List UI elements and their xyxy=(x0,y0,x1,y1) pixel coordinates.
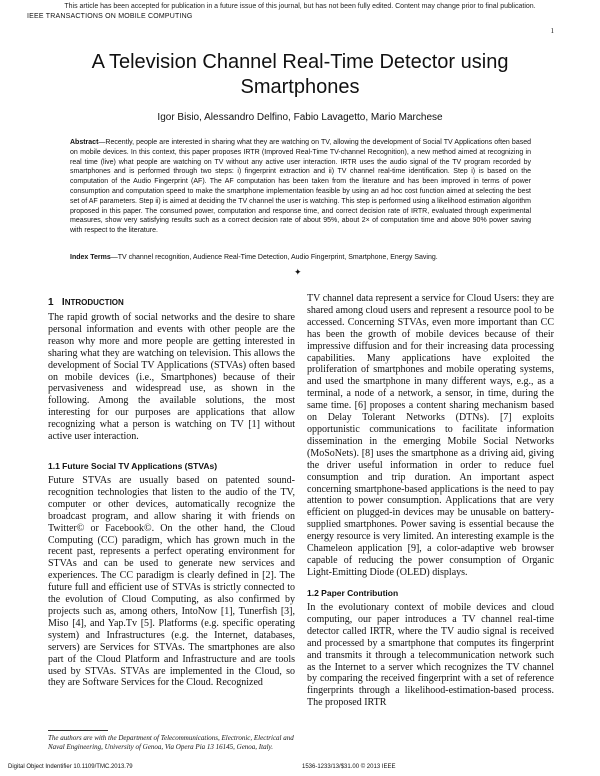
intro-text: The rapid growth of social networks and the desire to share personal information and events with other people are the reason why more and more people are getting interested in sharing what they are watching on television. This allows the development of Social TV Applications (STVAs) often based on mobile devices (i.e., Smartphones) because of their pervasiveness and widespread use, as shown in the following. Among the available solutions, the most interesting for our purposes are applications that allow recognizing what a person is watching on TV [1] without active user interaction. xyxy=(48,312,295,443)
index-terms-label: Index Terms xyxy=(70,254,111,261)
subsection-1-1-heading: 1.1 Future Social TV Applications (STVAs) xyxy=(48,461,218,471)
abstract xyxy=(70,138,531,236)
copyright-footer: 1536-1233/13/$31.00 © 2013 IEEE xyxy=(302,764,396,770)
section-1-rest: NTRODUCTION xyxy=(64,298,124,307)
stva-text: Future STVAs are usually based on patented sound-recognition technologies that listen to the audio of the TV, computer or other devices, automatically recognize the broadcast program, and allow sharing it with friends on Twitter© or Facebook©. On the other hand, the Cloud Computing (CC) paradigm, which has grown much in the recent past, represents a perfect operating environment for STVAs and can be used to generate new services and experiences. The CC paradigm is clearly defined in [2]. The future full and efficient use of STVAs is strictly connected to the evolution of Cloud Computing, as also confirmed by projects such as, among others, IntoNow [1], Tunerfish [3], Miso [4], and Yap.Tv [5]. Platforms (e.g. specific operating system) and Infrastructures (e.g. the Internet, databases, servers) are Services for STVAs. The smartphones are also part of the Cloud Platform and Infrastructure and are tools used by STVAs. STVAs are implemented in the Cloud, so they are Software Services for the Cloud. Recognized xyxy=(48,475,295,689)
contribution-text: In the evolutionary context of mobile devices and cloud computing, our paper introduces a TV channel real-time detector called IRTR, where the TV audio signal is received and processed by a smartphone that computes its fingerprint and transmits it through a telecommunication network such as the Internet to a server which recognizes the TV channel by comparing the received fingerprint with a set of reference fingerprints through a likelihood-estimation-based process. The proposed IRTR xyxy=(307,602,554,709)
footnote-rule xyxy=(48,730,108,731)
page-number: 1 xyxy=(550,27,554,35)
doi-footer: Digital Object Indentifier 10.1109/TMC.2013.79 xyxy=(8,764,133,770)
affiliation-footnote: The authors are with the Department of Telecommunications, Electronic, Electrical and Naval Engineering, University of Genoa, Via Opera Pia 13 16145, Genoa, Italy. xyxy=(48,734,294,751)
section-1-heading xyxy=(48,297,124,308)
index-terms xyxy=(70,254,531,261)
separator-diamond-icon: ✦ xyxy=(294,268,302,278)
prepublication-notice: This article has been accepted for publication in a future issue of this journal, but has not been fully edited. Content may change prior to final publication. xyxy=(64,3,536,10)
title-line-2: Smartphones xyxy=(240,76,360,98)
section-1-number: 1 xyxy=(48,297,54,308)
intro-paragraph xyxy=(48,312,295,443)
right-column-paragraph xyxy=(307,293,554,579)
section-1-initial: I xyxy=(61,297,65,308)
paper-title xyxy=(40,50,560,100)
title-line-1: A Television Channel Real-Time Detector using xyxy=(91,51,509,73)
author-list: Igor Bisio, Alessandro Delfino, Fabio Lavagetto, Mario Marchese xyxy=(157,112,443,123)
stva-paragraph xyxy=(48,475,295,689)
abstract-text: —Recently, people are interested in sharing what they are watching on TV, allowing the development of Social TV Applications often based on mobile devices. In this context, this paper proposes IRTR (Improved Real-Time TV-channel Recognition), a new method aimed at recognizing in real time (live) what people are watching on TV without any active user interaction. IRTR uses the audio signal of the TV program recorded by smartphones and is performed through two steps: i) fingerprint extraction and ii) TV channel real-time identification. Step i) is based on the computation of the Audio Fingerprint (AF). The AF computation has been taken from the literature and has been improved in terms of power consumption and computation speed to make the smartphone implementation feasible by using an ad hoc cost function aimed at selecting the best set of AF parameters. Step ii) is aimed at deciding the TV channel the user is watching. This step is performed using a likelihood estimation algorithm proposed in this paper. The consumed power, computation and response time, and correct decision rate of IRTR, evaluated through experimental measures, show very satisfying results such as a correct decision rate of about 95%, about 2× of computation time and above 90% power saving with respect to the literature. xyxy=(70,139,531,235)
abstract-label: Abstract xyxy=(70,139,99,146)
right-column-text: TV channel data represent a service for Cloud Users: they are shared among cloud users and represent a resource pool to be accessed. Concerning STVAs, even more important than CC has been the growth of mobile devices because of their impressive diffusion and for their increasing data processing capabilities. Many applications have exploited the proliferation of smartphones and mobile operating systems, and used the smartphone in many different ways, e.g., as a terminal, a node of a network, a sensor, in time, during the same time. [6] proposes a content sharing mechanism based on Delay Tolerant Networks (DTNs). [7] exploits opportunistic communications to facilitate information dissemination in the emerging Mobile Social Networks (MoSoNets). [8] uses the smartphone as a driving aid, giving the driver useful information in order to reduce fuel consumption and trip duration. An important aspect concerning smartphone-based applications is the need to pay attention to power consumption. Applications that are very efficient on plugged-in devices may be unusable on battery-supplied smartphones. Power saving is essential because the energy resource is very limited. An interesting example is the Chameleon application [9], a color-adaptive web browser capable of reducing the power consumption of Organic Light-Emitting Diode (OLED) displays. xyxy=(307,293,554,578)
subsection-1-2-heading: 1.2 Paper Contribution xyxy=(307,588,399,598)
contribution-paragraph xyxy=(307,602,554,709)
index-terms-text: —TV channel recognition, Audience Real-Time Detection, Audio Fingerprint, Smartphone, Energy Saving. xyxy=(110,254,438,261)
journal-name: IEEE TRANSACTIONS ON MOBILE COMPUTING xyxy=(27,13,193,20)
